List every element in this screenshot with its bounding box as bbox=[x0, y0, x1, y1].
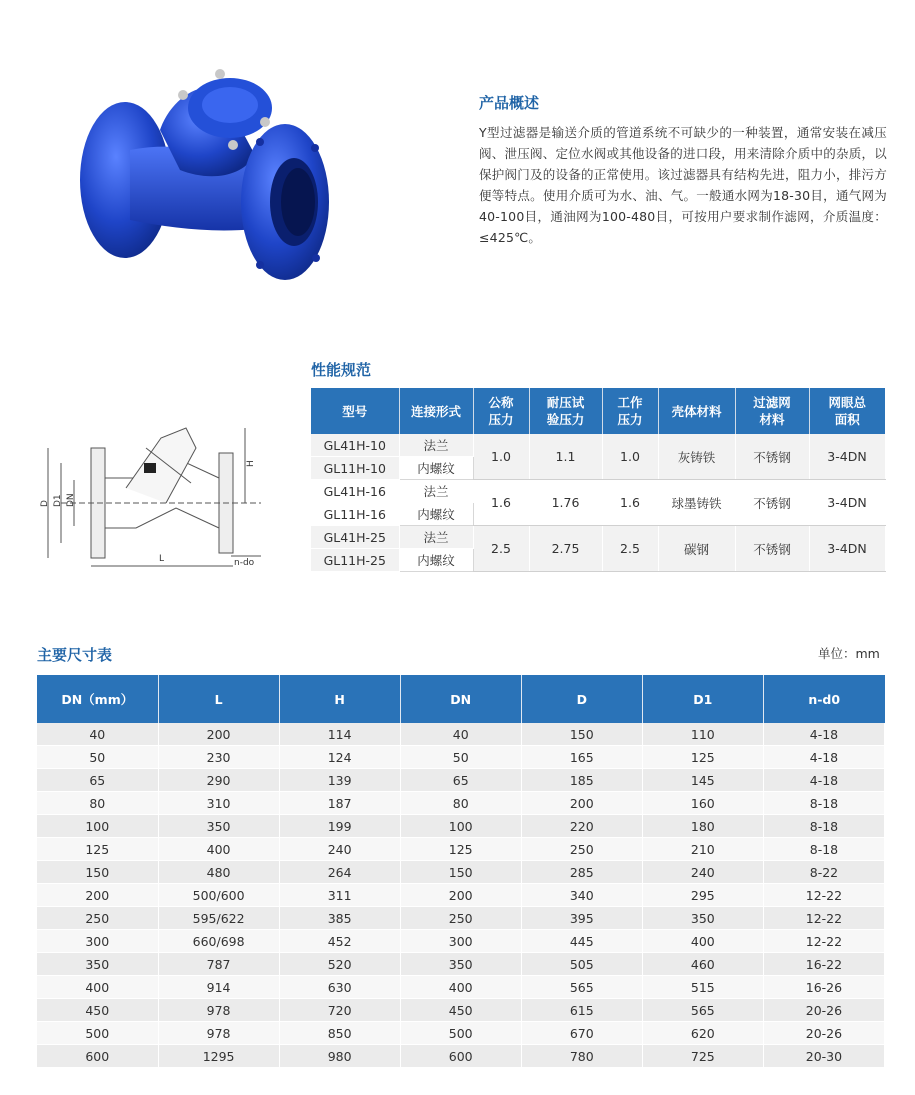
table-cell: 450 bbox=[37, 999, 158, 1022]
table-row bbox=[37, 861, 885, 884]
table-cell: 125 bbox=[400, 838, 521, 861]
table-cell: 445 bbox=[521, 930, 642, 953]
table-cell: 565 bbox=[642, 999, 763, 1022]
table-cell: 350 bbox=[642, 907, 763, 930]
model-cell: GL41H-16 bbox=[311, 480, 399, 503]
table-cell: 100 bbox=[37, 815, 158, 838]
table-row bbox=[37, 907, 885, 930]
drawing-label-d1: D1 bbox=[53, 494, 63, 507]
table-cell: 615 bbox=[521, 999, 642, 1022]
table-cell: 199 bbox=[279, 815, 400, 838]
table-row bbox=[37, 838, 885, 861]
mesh-material-cell: 不锈钢 bbox=[735, 434, 809, 480]
table-cell: 978 bbox=[158, 999, 279, 1022]
table-cell: 250 bbox=[521, 838, 642, 861]
table-cell: 180 bbox=[642, 815, 763, 838]
table-row bbox=[37, 769, 885, 792]
table-cell: 452 bbox=[279, 930, 400, 953]
table-cell: 300 bbox=[37, 930, 158, 953]
table-cell: 460 bbox=[642, 953, 763, 976]
table-cell: 395 bbox=[521, 907, 642, 930]
table-cell: 520 bbox=[279, 953, 400, 976]
table-cell: 200 bbox=[158, 723, 279, 746]
table-cell: 400 bbox=[400, 976, 521, 999]
table-cell: 20-30 bbox=[763, 1045, 884, 1068]
table-cell: 385 bbox=[279, 907, 400, 930]
table-cell: 187 bbox=[279, 792, 400, 815]
table-cell: 480 bbox=[158, 861, 279, 884]
table-cell: 250 bbox=[400, 907, 521, 930]
table-cell: 300 bbox=[400, 930, 521, 953]
table-row bbox=[37, 953, 885, 976]
dimensions-header-cell: DN bbox=[400, 675, 521, 723]
model-cell: GL41H-10 bbox=[311, 434, 399, 457]
performance-header-cell: 公称 压力 bbox=[473, 388, 529, 434]
drawing-label-ndo: n-do bbox=[234, 558, 255, 568]
performance-header-cell: 过滤网 材料 bbox=[735, 388, 809, 434]
table-cell: 50 bbox=[37, 746, 158, 769]
table-cell: 290 bbox=[158, 769, 279, 792]
table-cell: 595/622 bbox=[158, 907, 279, 930]
table-cell: 16-26 bbox=[763, 976, 884, 999]
mesh-material-cell: 不锈钢 bbox=[735, 526, 809, 572]
nominal-pressure-cell: 1.6 bbox=[473, 480, 529, 526]
drawing-label-dn: DN bbox=[66, 493, 76, 507]
table-cell: 200 bbox=[400, 884, 521, 907]
body-material-cell: 碳钢 bbox=[658, 526, 735, 572]
model-cell: GL11H-25 bbox=[311, 549, 399, 572]
table-cell: 400 bbox=[37, 976, 158, 999]
table-cell: 110 bbox=[642, 723, 763, 746]
performance-title: 性能规范 bbox=[311, 361, 372, 379]
working-pressure-cell: 1.0 bbox=[602, 434, 658, 480]
table-cell: 914 bbox=[158, 976, 279, 999]
mesh-area-cell: 3-4DN bbox=[809, 526, 885, 572]
table-cell: 125 bbox=[642, 746, 763, 769]
table-cell: 1295 bbox=[158, 1045, 279, 1068]
drawing-label-d: D bbox=[40, 500, 50, 507]
table-cell: 12-22 bbox=[763, 930, 884, 953]
table-cell: 65 bbox=[37, 769, 158, 792]
table-cell: 295 bbox=[642, 884, 763, 907]
connection-cell: 内螺纹 bbox=[399, 549, 473, 572]
performance-header-cell: 壳体材料 bbox=[658, 388, 735, 434]
dimensions-unit: 单位：mm bbox=[818, 646, 880, 661]
table-cell: 12-22 bbox=[763, 907, 884, 930]
table-row bbox=[37, 723, 885, 746]
table-cell: 311 bbox=[279, 884, 400, 907]
dimensions-header-cell: DN（mm） bbox=[37, 675, 158, 723]
working-pressure-cell: 1.6 bbox=[602, 480, 658, 526]
table-cell: 600 bbox=[37, 1045, 158, 1068]
dimensions-header-cell: L bbox=[158, 675, 279, 723]
table-cell: 200 bbox=[37, 884, 158, 907]
performance-table bbox=[311, 388, 886, 572]
table-row bbox=[37, 976, 885, 999]
table-cell: 114 bbox=[279, 723, 400, 746]
performance-header-cell: 连接形式 bbox=[399, 388, 473, 434]
mesh-material-cell: 不锈钢 bbox=[735, 480, 809, 526]
table-cell: 185 bbox=[521, 769, 642, 792]
performance-header-cell: 耐压试 验压力 bbox=[529, 388, 602, 434]
table-row bbox=[37, 815, 885, 838]
connection-cell: 内螺纹 bbox=[399, 457, 473, 480]
performance-header-cell: 型号 bbox=[311, 388, 399, 434]
table-cell: 40 bbox=[37, 723, 158, 746]
table-cell: 150 bbox=[521, 723, 642, 746]
table-cell: 980 bbox=[279, 1045, 400, 1068]
table-cell: 500/600 bbox=[158, 884, 279, 907]
table-cell: 8-18 bbox=[763, 815, 884, 838]
table-cell: 100 bbox=[400, 815, 521, 838]
mesh-area-cell: 3-4DN bbox=[809, 480, 885, 526]
model-cell: GL41H-25 bbox=[311, 526, 399, 549]
table-row bbox=[37, 930, 885, 953]
nominal-pressure-cell: 2.5 bbox=[473, 526, 529, 572]
overview-text: Y型过滤器是输送介质的管道系统不可缺少的一种装置，通常安装在减压阀、泄压阀、定位水阀或其他设备的进口段，用来清除介质中的杂质，以保护阀门及的设备的正常使用。该过滤器具有结构先进，阻力小，排污方便等特点。使用介质可为水、油、气。一般通水网为18-30目，通气网为40-100目，通油网为100-480目，可按用户要求制作滤网，介质温度：≤425℃。 bbox=[479, 125, 887, 245]
table-cell: 670 bbox=[521, 1022, 642, 1045]
valve-dimension-drawing bbox=[36, 408, 271, 573]
table-cell: 124 bbox=[279, 746, 400, 769]
connection-cell: 内螺纹 bbox=[399, 503, 473, 526]
performance-row bbox=[311, 480, 885, 503]
connection-cell: 法兰 bbox=[399, 480, 473, 503]
table-cell: 630 bbox=[279, 976, 400, 999]
dimensions-header-cell: D bbox=[521, 675, 642, 723]
table-row bbox=[37, 1022, 885, 1045]
table-cell: 65 bbox=[400, 769, 521, 792]
connection-cell: 法兰 bbox=[399, 434, 473, 457]
dimensions-table bbox=[37, 675, 885, 1068]
table-cell: 500 bbox=[400, 1022, 521, 1045]
table-cell: 4-18 bbox=[763, 746, 884, 769]
table-row bbox=[37, 746, 885, 769]
table-cell: 50 bbox=[400, 746, 521, 769]
table-cell: 350 bbox=[37, 953, 158, 976]
table-cell: 200 bbox=[521, 792, 642, 815]
table-cell: 20-26 bbox=[763, 999, 884, 1022]
table-cell: 16-22 bbox=[763, 953, 884, 976]
dimensions-title: 主要尺寸表 bbox=[37, 646, 113, 664]
table-row bbox=[37, 792, 885, 815]
table-cell: 400 bbox=[642, 930, 763, 953]
table-cell: 500 bbox=[37, 1022, 158, 1045]
table-cell: 160 bbox=[642, 792, 763, 815]
dimensions-header-cell: H bbox=[279, 675, 400, 723]
table-cell: 285 bbox=[521, 861, 642, 884]
table-cell: 220 bbox=[521, 815, 642, 838]
table-cell: 787 bbox=[158, 953, 279, 976]
table-cell: 264 bbox=[279, 861, 400, 884]
table-cell: 250 bbox=[37, 907, 158, 930]
table-cell: 230 bbox=[158, 746, 279, 769]
table-cell: 240 bbox=[642, 861, 763, 884]
table-cell: 720 bbox=[279, 999, 400, 1022]
body-material-cell: 灰铸铁 bbox=[658, 434, 735, 480]
model-cell: GL11H-16 bbox=[311, 503, 399, 526]
model-cell: GL11H-10 bbox=[311, 457, 399, 480]
table-cell: 8-18 bbox=[763, 838, 884, 861]
mesh-area-cell: 3-4DN bbox=[809, 434, 885, 480]
working-pressure-cell: 2.5 bbox=[602, 526, 658, 572]
connection-cell: 法兰 bbox=[399, 526, 473, 549]
table-cell: 350 bbox=[400, 953, 521, 976]
table-cell: 620 bbox=[642, 1022, 763, 1045]
table-cell: 4-18 bbox=[763, 723, 884, 746]
table-cell: 310 bbox=[158, 792, 279, 815]
performance-header-cell: 工作 压力 bbox=[602, 388, 658, 434]
table-cell: 8-18 bbox=[763, 792, 884, 815]
table-row bbox=[37, 1045, 885, 1068]
dimensions-header-row bbox=[37, 675, 885, 723]
overview-title: 产品概述 bbox=[479, 94, 540, 112]
drawing-label-h: H bbox=[246, 460, 256, 467]
valve-product-photo bbox=[70, 60, 340, 300]
table-cell: 210 bbox=[642, 838, 763, 861]
table-cell: 340 bbox=[521, 884, 642, 907]
table-cell: 145 bbox=[642, 769, 763, 792]
table-cell: 515 bbox=[642, 976, 763, 999]
table-cell: 350 bbox=[158, 815, 279, 838]
test-pressure-cell: 1.1 bbox=[529, 434, 602, 480]
table-row bbox=[37, 999, 885, 1022]
table-cell: 8-22 bbox=[763, 861, 884, 884]
nominal-pressure-cell: 1.0 bbox=[473, 434, 529, 480]
test-pressure-cell: 2.75 bbox=[529, 526, 602, 572]
table-cell: 12-22 bbox=[763, 884, 884, 907]
performance-header-row bbox=[311, 388, 885, 434]
table-cell: 850 bbox=[279, 1022, 400, 1045]
table-cell: 4-18 bbox=[763, 769, 884, 792]
table-cell: 150 bbox=[37, 861, 158, 884]
table-cell: 400 bbox=[158, 838, 279, 861]
table-cell: 600 bbox=[400, 1045, 521, 1068]
table-cell: 165 bbox=[521, 746, 642, 769]
table-cell: 565 bbox=[521, 976, 642, 999]
table-cell: 125 bbox=[37, 838, 158, 861]
table-cell: 150 bbox=[400, 861, 521, 884]
table-cell: 80 bbox=[37, 792, 158, 815]
table-cell: 505 bbox=[521, 953, 642, 976]
performance-row bbox=[311, 434, 885, 457]
table-cell: 139 bbox=[279, 769, 400, 792]
test-pressure-cell: 1.76 bbox=[529, 480, 602, 526]
performance-row bbox=[311, 526, 885, 549]
table-cell: 80 bbox=[400, 792, 521, 815]
table-row bbox=[37, 884, 885, 907]
body-material-cell: 球墨铸铁 bbox=[658, 480, 735, 526]
table-cell: 40 bbox=[400, 723, 521, 746]
dimensions-header-cell: D1 bbox=[642, 675, 763, 723]
table-cell: 660/698 bbox=[158, 930, 279, 953]
table-cell: 725 bbox=[642, 1045, 763, 1068]
drawing-label-l: L bbox=[159, 554, 165, 564]
table-cell: 780 bbox=[521, 1045, 642, 1068]
table-cell: 978 bbox=[158, 1022, 279, 1045]
dimensions-header-cell: n-d0 bbox=[763, 675, 884, 723]
performance-header-cell: 网眼总 面积 bbox=[809, 388, 885, 434]
table-cell: 450 bbox=[400, 999, 521, 1022]
table-cell: 240 bbox=[279, 838, 400, 861]
table-cell: 20-26 bbox=[763, 1022, 884, 1045]
